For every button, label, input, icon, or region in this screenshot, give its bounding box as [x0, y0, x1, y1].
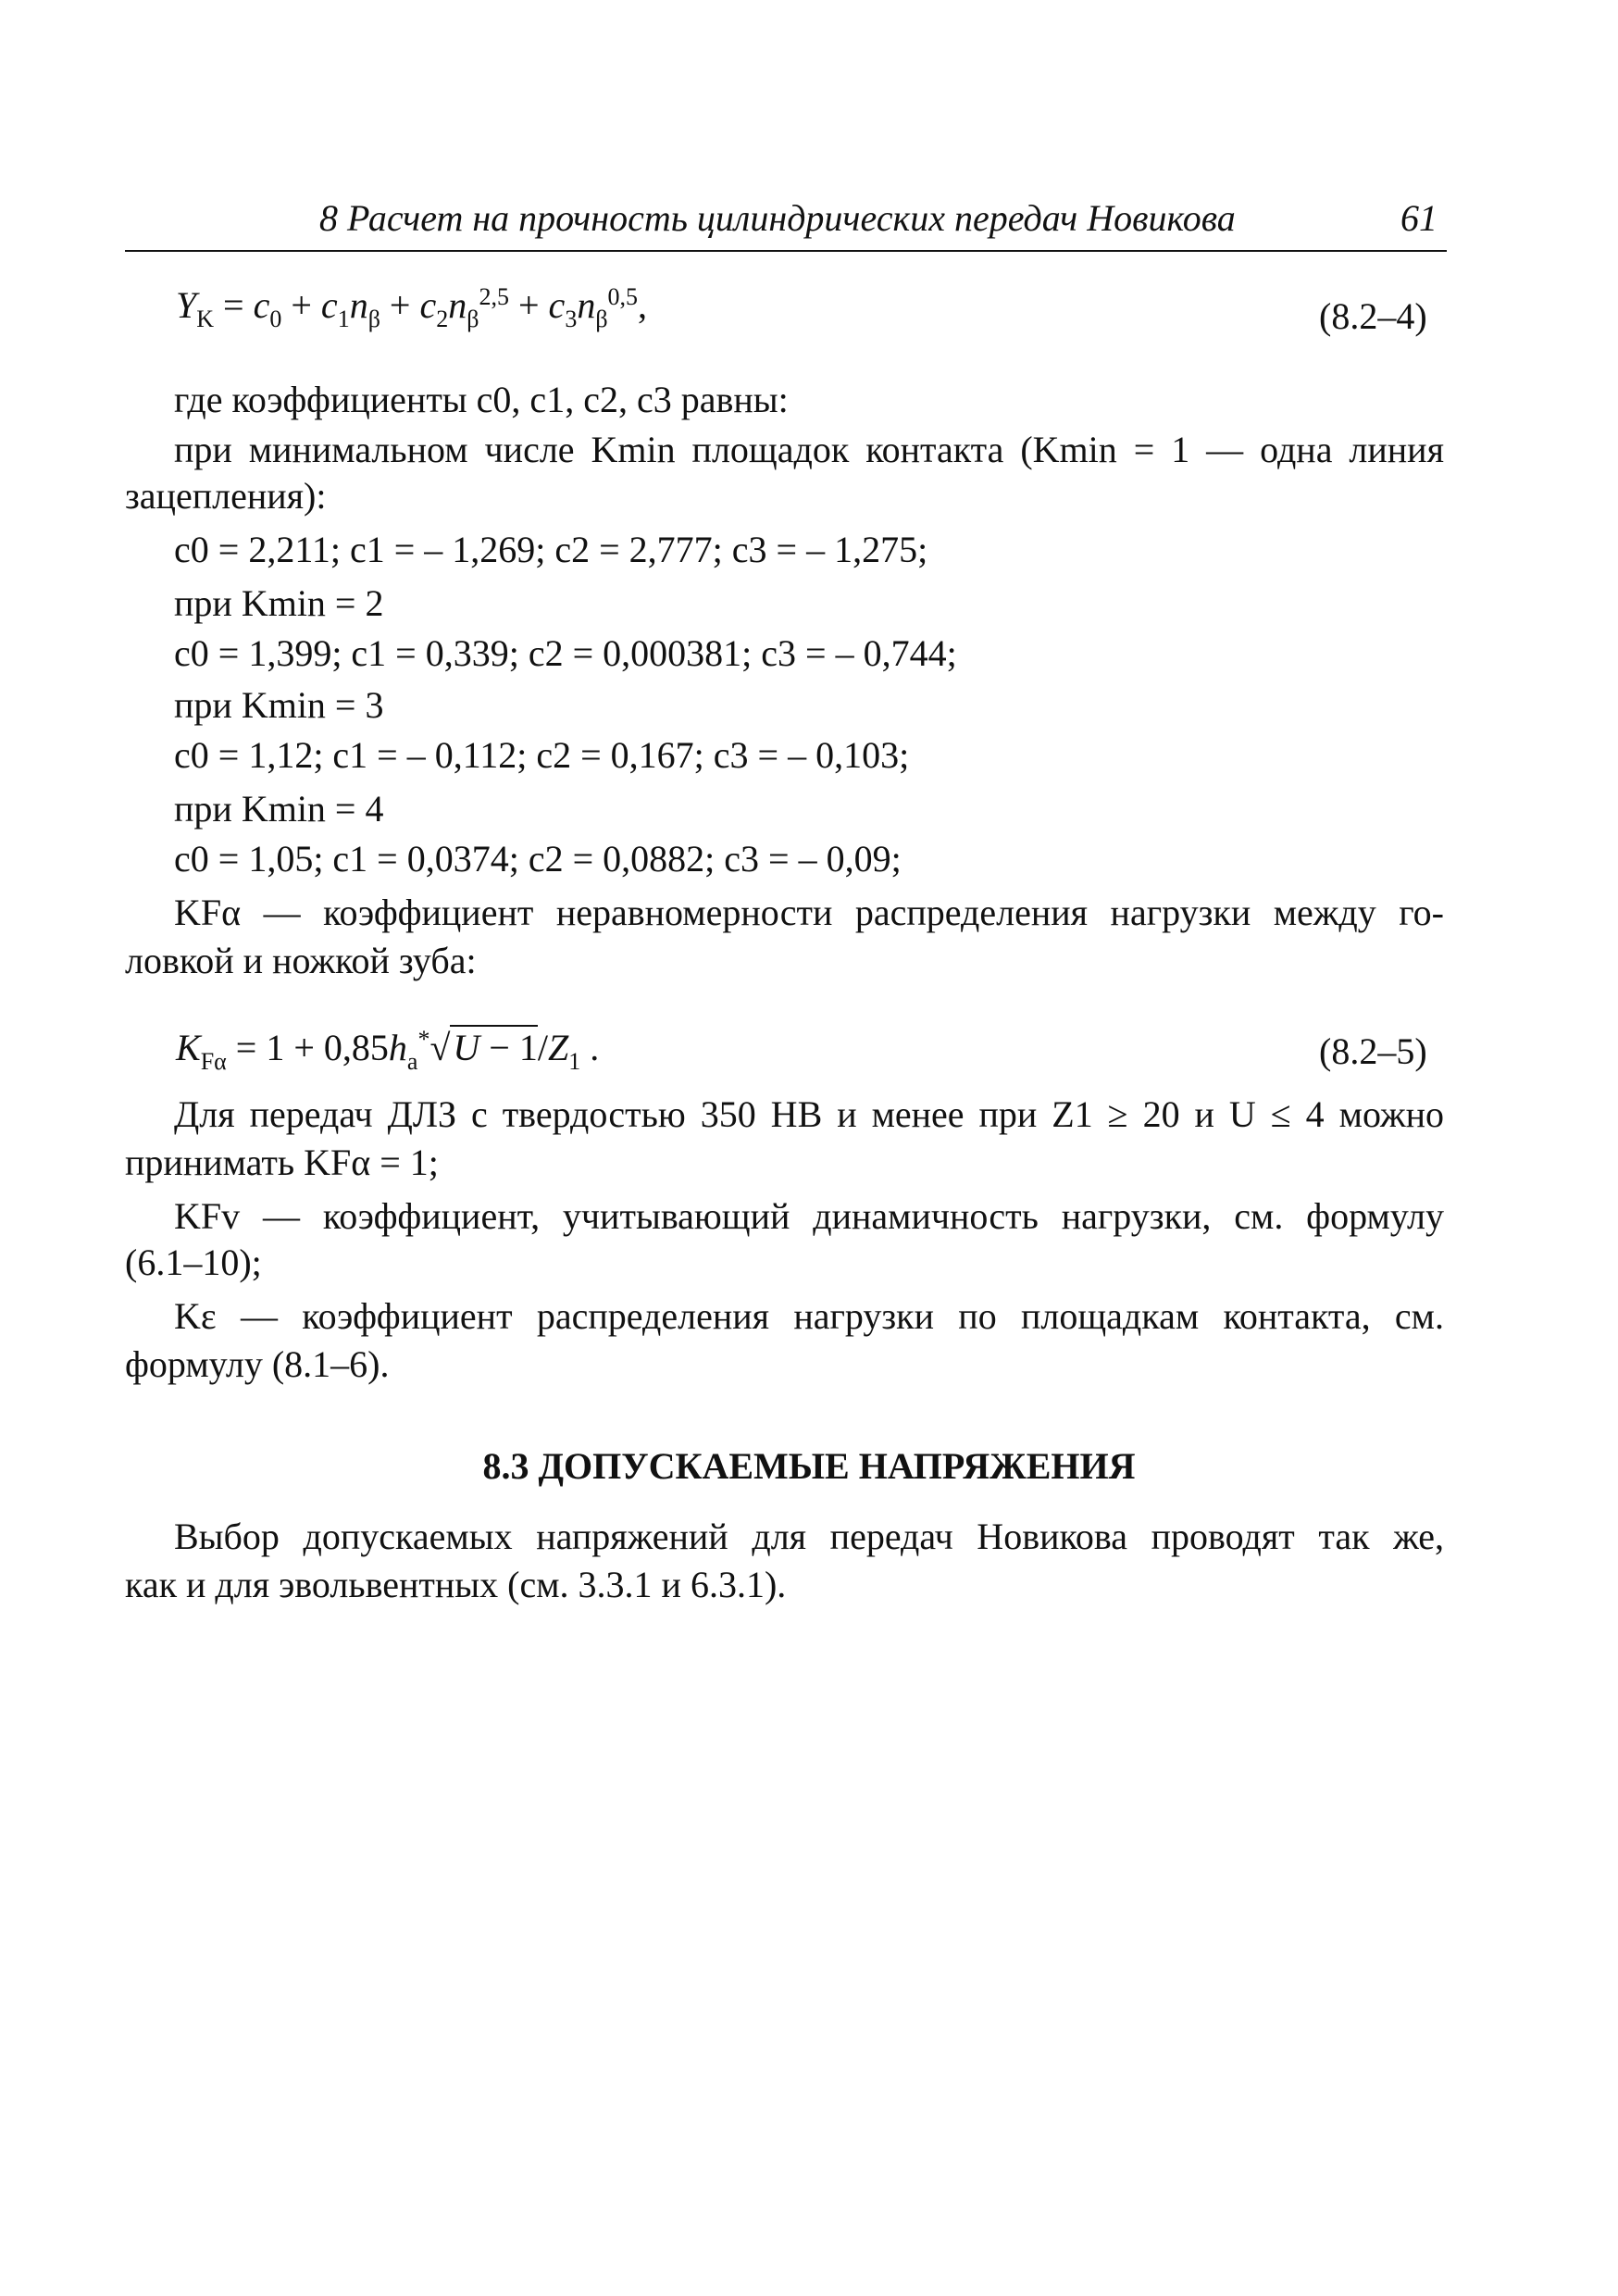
- paragraph-line: при минимальном числе Kmin площадок контакта (Kmin = 1 — одна линия: [174, 429, 1444, 470]
- header-rule: [125, 250, 1447, 252]
- formula-8-2-5: $K_{F\alpha} = 1 + 0,85h_a^*√U - 1/Z_1$ .: [176, 1026, 600, 1075]
- paragraph-line: как и для эвольвентных (см. 3.3.1 и 6.3.1).: [125, 1564, 787, 1605]
- kmin-condition: при Kmin = 4: [174, 788, 384, 830]
- kmin-condition: при Kmin = 3: [174, 684, 384, 726]
- paragraph-line: Kε — коэффициент распределения нагрузки по площадкам контакта, см.: [174, 1295, 1444, 1337]
- section-heading: 8.3 ДОПУСКАЕМЫЕ НАПРЯЖЕНИЯ: [482, 1445, 1136, 1487]
- equation-number: (8.2–5): [1319, 1030, 1427, 1072]
- coefficient-set: c0 = 1,399; c1 = 0,339; c2 = 0,000381; c3 = – 0,744;: [174, 632, 957, 674]
- header-title: 8 Расчет на прочность цилиндрических передач Новикова: [319, 197, 1236, 239]
- coefficient-set: c0 = 2,211; c1 = – 1,269; c2 = 2,777; c3 = – 1,275;: [174, 529, 928, 570]
- paragraph-line: Для передач ДЛЗ с твердостью 350 HB и менее при Z1 ≥ 20 и U ≤ 4 можно: [174, 1093, 1444, 1135]
- paragraph-line: KFα — коэффициент неравномерности распределения нагрузки между го-: [174, 892, 1444, 933]
- equation-number: (8.2–4): [1319, 295, 1427, 337]
- paragraph-line: KFv — коэффициент, учитывающий динамичность нагрузки, см. формулу: [174, 1195, 1444, 1237]
- coefficient-set: c0 = 1,05; c1 = 0,0374; c2 = 0,0882; c3 = – 0,09;: [174, 838, 902, 880]
- paragraph-line: (6.1–10);: [125, 1242, 262, 1283]
- coefficients-intro: где коэффициенты c0, c1, c2, c3 равны:: [174, 379, 789, 420]
- paragraph-line: принимать KFα = 1;: [125, 1142, 439, 1183]
- kmin-condition: при Kmin = 2: [174, 582, 384, 624]
- running-header: [125, 196, 1447, 254]
- paragraph-line: ловкой и ножкой зуба:: [125, 940, 477, 981]
- paragraph-line: Выбор допускаемых напряжений для передач Новикова проводят так же,: [174, 1516, 1444, 1557]
- coefficient-set: c0 = 1,12; c1 = – 0,112; c2 = 0,167; c3 = – 0,103;: [174, 734, 910, 776]
- formula-8-2-4: $Y_K = c_0 + c_1n_\beta + c_2n_\beta^{2,5} + c_3n_\beta^{0,5}$,: [176, 283, 648, 332]
- paragraph-line: формулу (8.1–6).: [125, 1343, 390, 1385]
- paragraph-line: зацепления):: [125, 475, 327, 517]
- page-number: 61: [1400, 197, 1438, 239]
